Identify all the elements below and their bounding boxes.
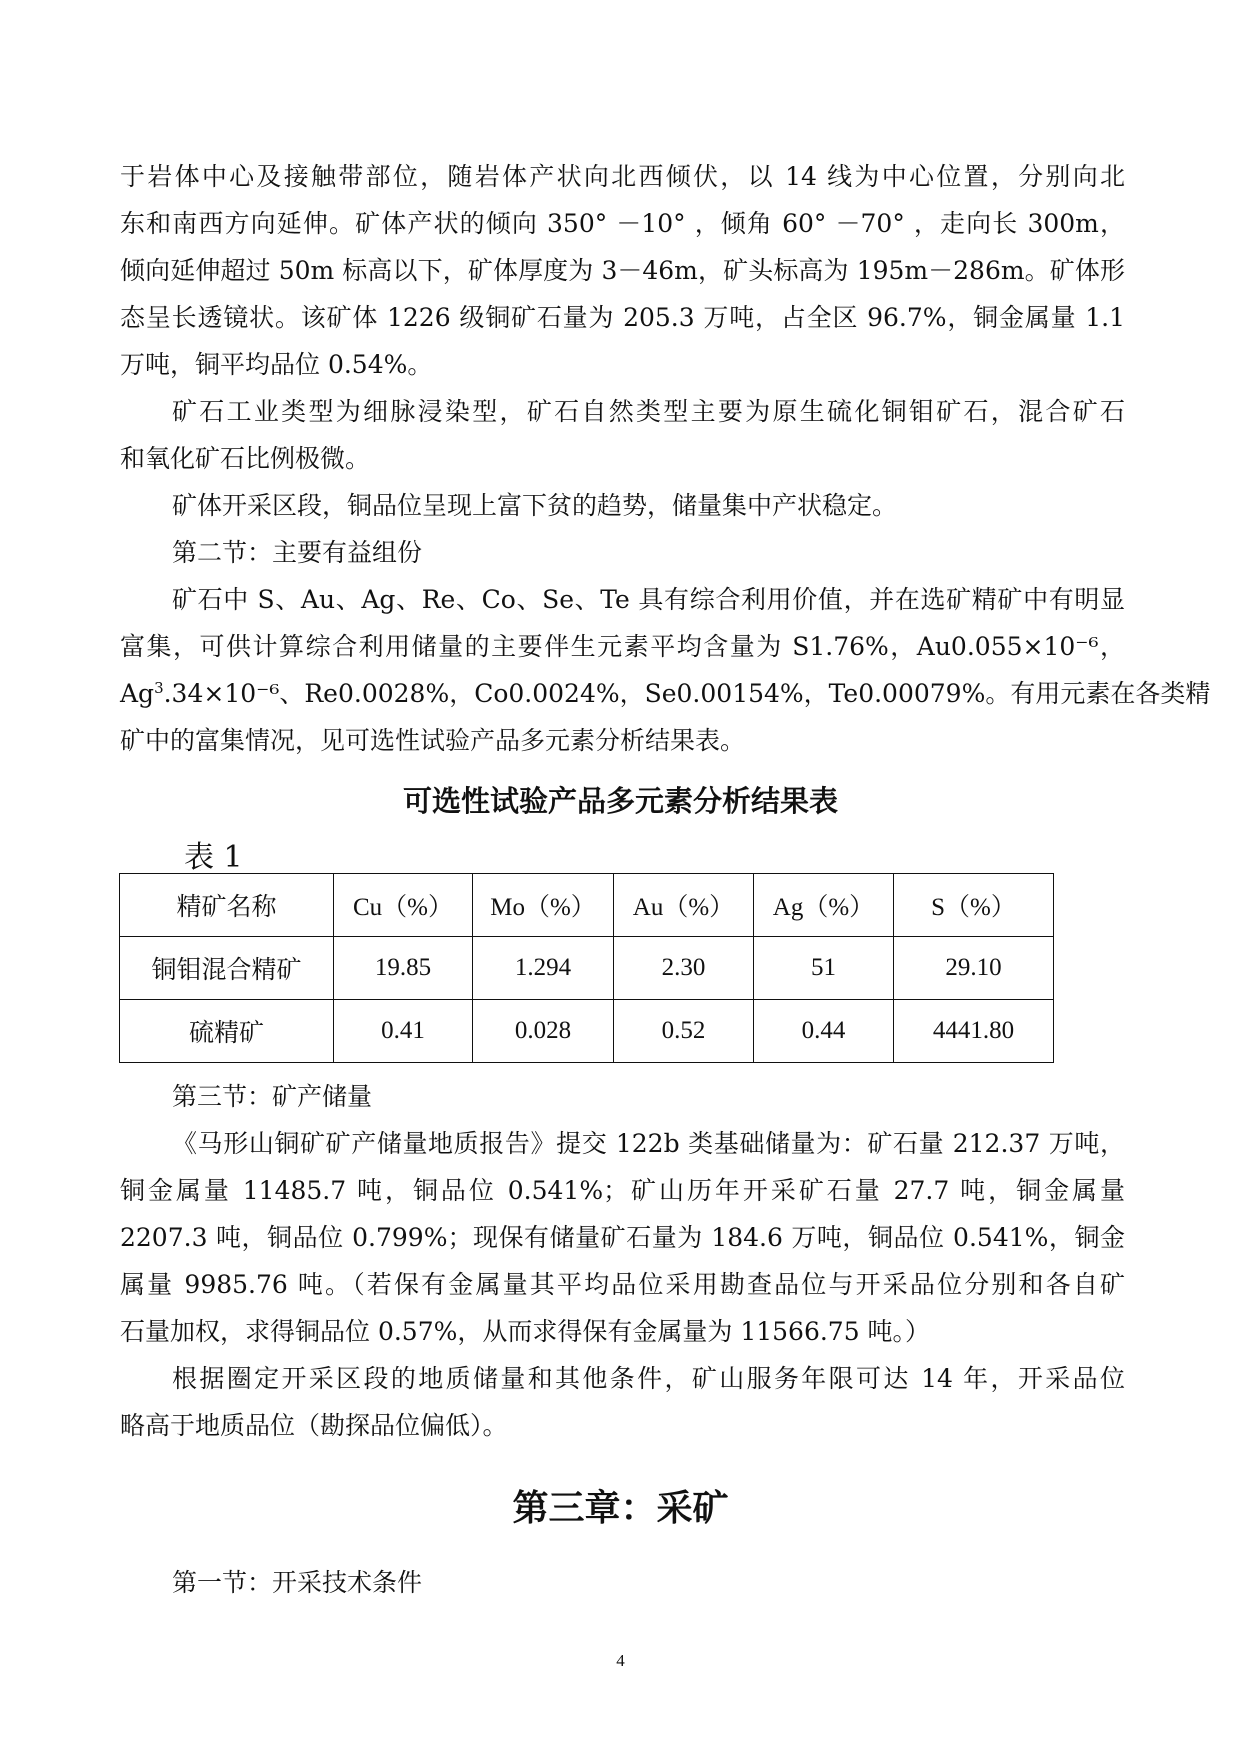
element-content-text: .34×10⁻⁶、Re0.0028%，Co0.0024%，Se0.00154%，Te0.00079%。有用元素在各类精 <box>163 679 1211 708</box>
paragraph-line: 《马形山铜矿矿产储量地质报告》提交 122b 类基础储量为：矿石量 212.37 万吨， <box>172 1129 1125 1158</box>
paragraph-line <box>120 679 1211 708</box>
paragraph-line: 富集，可供计算综合利用储量的主要伴生元素平均含量为 S1.76%，Au0.055×10⁻⁶， <box>120 632 1125 661</box>
table-label: 表 1 <box>184 840 243 875</box>
table-cell: 29.10 <box>894 937 1054 1000</box>
paragraph-line: 根据圈定开采区段的地质储量和其他条件，矿山服务年限可达 14 年，开采品位 <box>172 1364 1125 1393</box>
chapter-heading: 第三章：采矿 <box>512 1488 729 1529</box>
section-2-heading: 第二节：主要有益组份 <box>172 538 423 567</box>
paragraph-line: 态呈长透镜状。该矿体 1226 级铜矿石量为 205.3 万吨，占全区 96.7%，铜金属量 1.1 <box>120 303 1125 332</box>
table-row <box>120 1000 1054 1063</box>
column-header: 精矿名称 <box>120 874 334 937</box>
table-row <box>120 937 1054 1000</box>
analysis-results-table <box>119 873 1054 1063</box>
table-cell: 铜钼混合精矿 <box>120 937 334 1000</box>
column-header: Au（%） <box>614 874 754 937</box>
table-cell: 19.85 <box>334 937 473 1000</box>
paragraph-line: 铜金属量 11485.7 吨，铜品位 0.541%；矿山历年开采矿石量 27.7 吨，铜金属量 <box>120 1176 1125 1205</box>
table-cell: 51 <box>754 937 894 1000</box>
paragraph-line: 2207.3 吨，铜品位 0.799%；现保有储量矿石量为 184.6 万吨，铜品位 0.541%，铜金 <box>120 1223 1125 1252</box>
paragraph-line: 矿石工业类型为细脉浸染型，矿石自然类型主要为原生硫化铜钼矿石，混合矿石 <box>172 397 1125 426</box>
table-cell: 0.44 <box>754 1000 894 1063</box>
table-header-row <box>120 874 1054 937</box>
silver-symbol: Ag <box>120 679 155 708</box>
table-cell: 2.30 <box>614 937 754 1000</box>
section-1-heading: 第一节：开采技术条件 <box>172 1568 423 1597</box>
column-header: Ag（%） <box>754 874 894 937</box>
column-header: Mo（%） <box>473 874 614 937</box>
paragraph-line: 东和南西方向延伸。矿体产状的倾向 350° －10° ，倾角 60° －70° ，走向长 300m， <box>120 209 1125 238</box>
paragraph-line: 和氧化矿石比例极微。 <box>120 444 371 473</box>
paragraph-line: 矿中的富集情况，见可选性试验产品多元素分析结果表。 <box>120 726 746 755</box>
section-3-heading: 第三节：矿产储量 <box>172 1082 373 1111</box>
paragraph-line: 万吨，铜平均品位 0.54%。 <box>120 350 433 379</box>
table-cell: 0.52 <box>614 1000 754 1063</box>
page-number: 4 <box>616 1651 625 1670</box>
table-cell: 0.028 <box>473 1000 614 1063</box>
paragraph-line: 属量 9985.76 吨。（若保有金属量其平均品位采用勘查品位与开采品位分别和各自矿 <box>120 1270 1125 1299</box>
paragraph-line: 矿石中 S、Au、Ag、Re、Co、Se、Te 具有综合利用价值，并在选矿精矿中有明显 <box>172 585 1125 614</box>
table-title: 可选性试验产品多元素分析结果表 <box>402 784 838 818</box>
column-header: S（%） <box>894 874 1054 937</box>
paragraph-line: 于岩体中心及接触带部位，随岩体产状向北西倾伏，以 14 线为中心位置，分别向北 <box>120 162 1125 191</box>
table-cell: 1.294 <box>473 937 614 1000</box>
paragraph-line: 石量加权，求得铜品位 0.57%，从而求得保有金属量为 11566.75 吨。） <box>120 1317 931 1346</box>
superscript: 3 <box>154 679 164 697</box>
table-cell: 4441.80 <box>894 1000 1054 1063</box>
table-cell: 0.41 <box>334 1000 473 1063</box>
paragraph-line: 矿体开采区段，铜品位呈现上富下贫的趋势，储量集中产状稳定。 <box>172 491 898 520</box>
column-header: Cu（%） <box>334 874 473 937</box>
paragraph-line: 略高于地质品位（勘探品位偏低）。 <box>120 1411 508 1440</box>
table-cell: 硫精矿 <box>120 1000 334 1063</box>
paragraph-line: 倾向延伸超过 50m 标高以下，矿体厚度为 3－46m，矿头标高为 195m－286m。矿体形 <box>120 256 1125 285</box>
